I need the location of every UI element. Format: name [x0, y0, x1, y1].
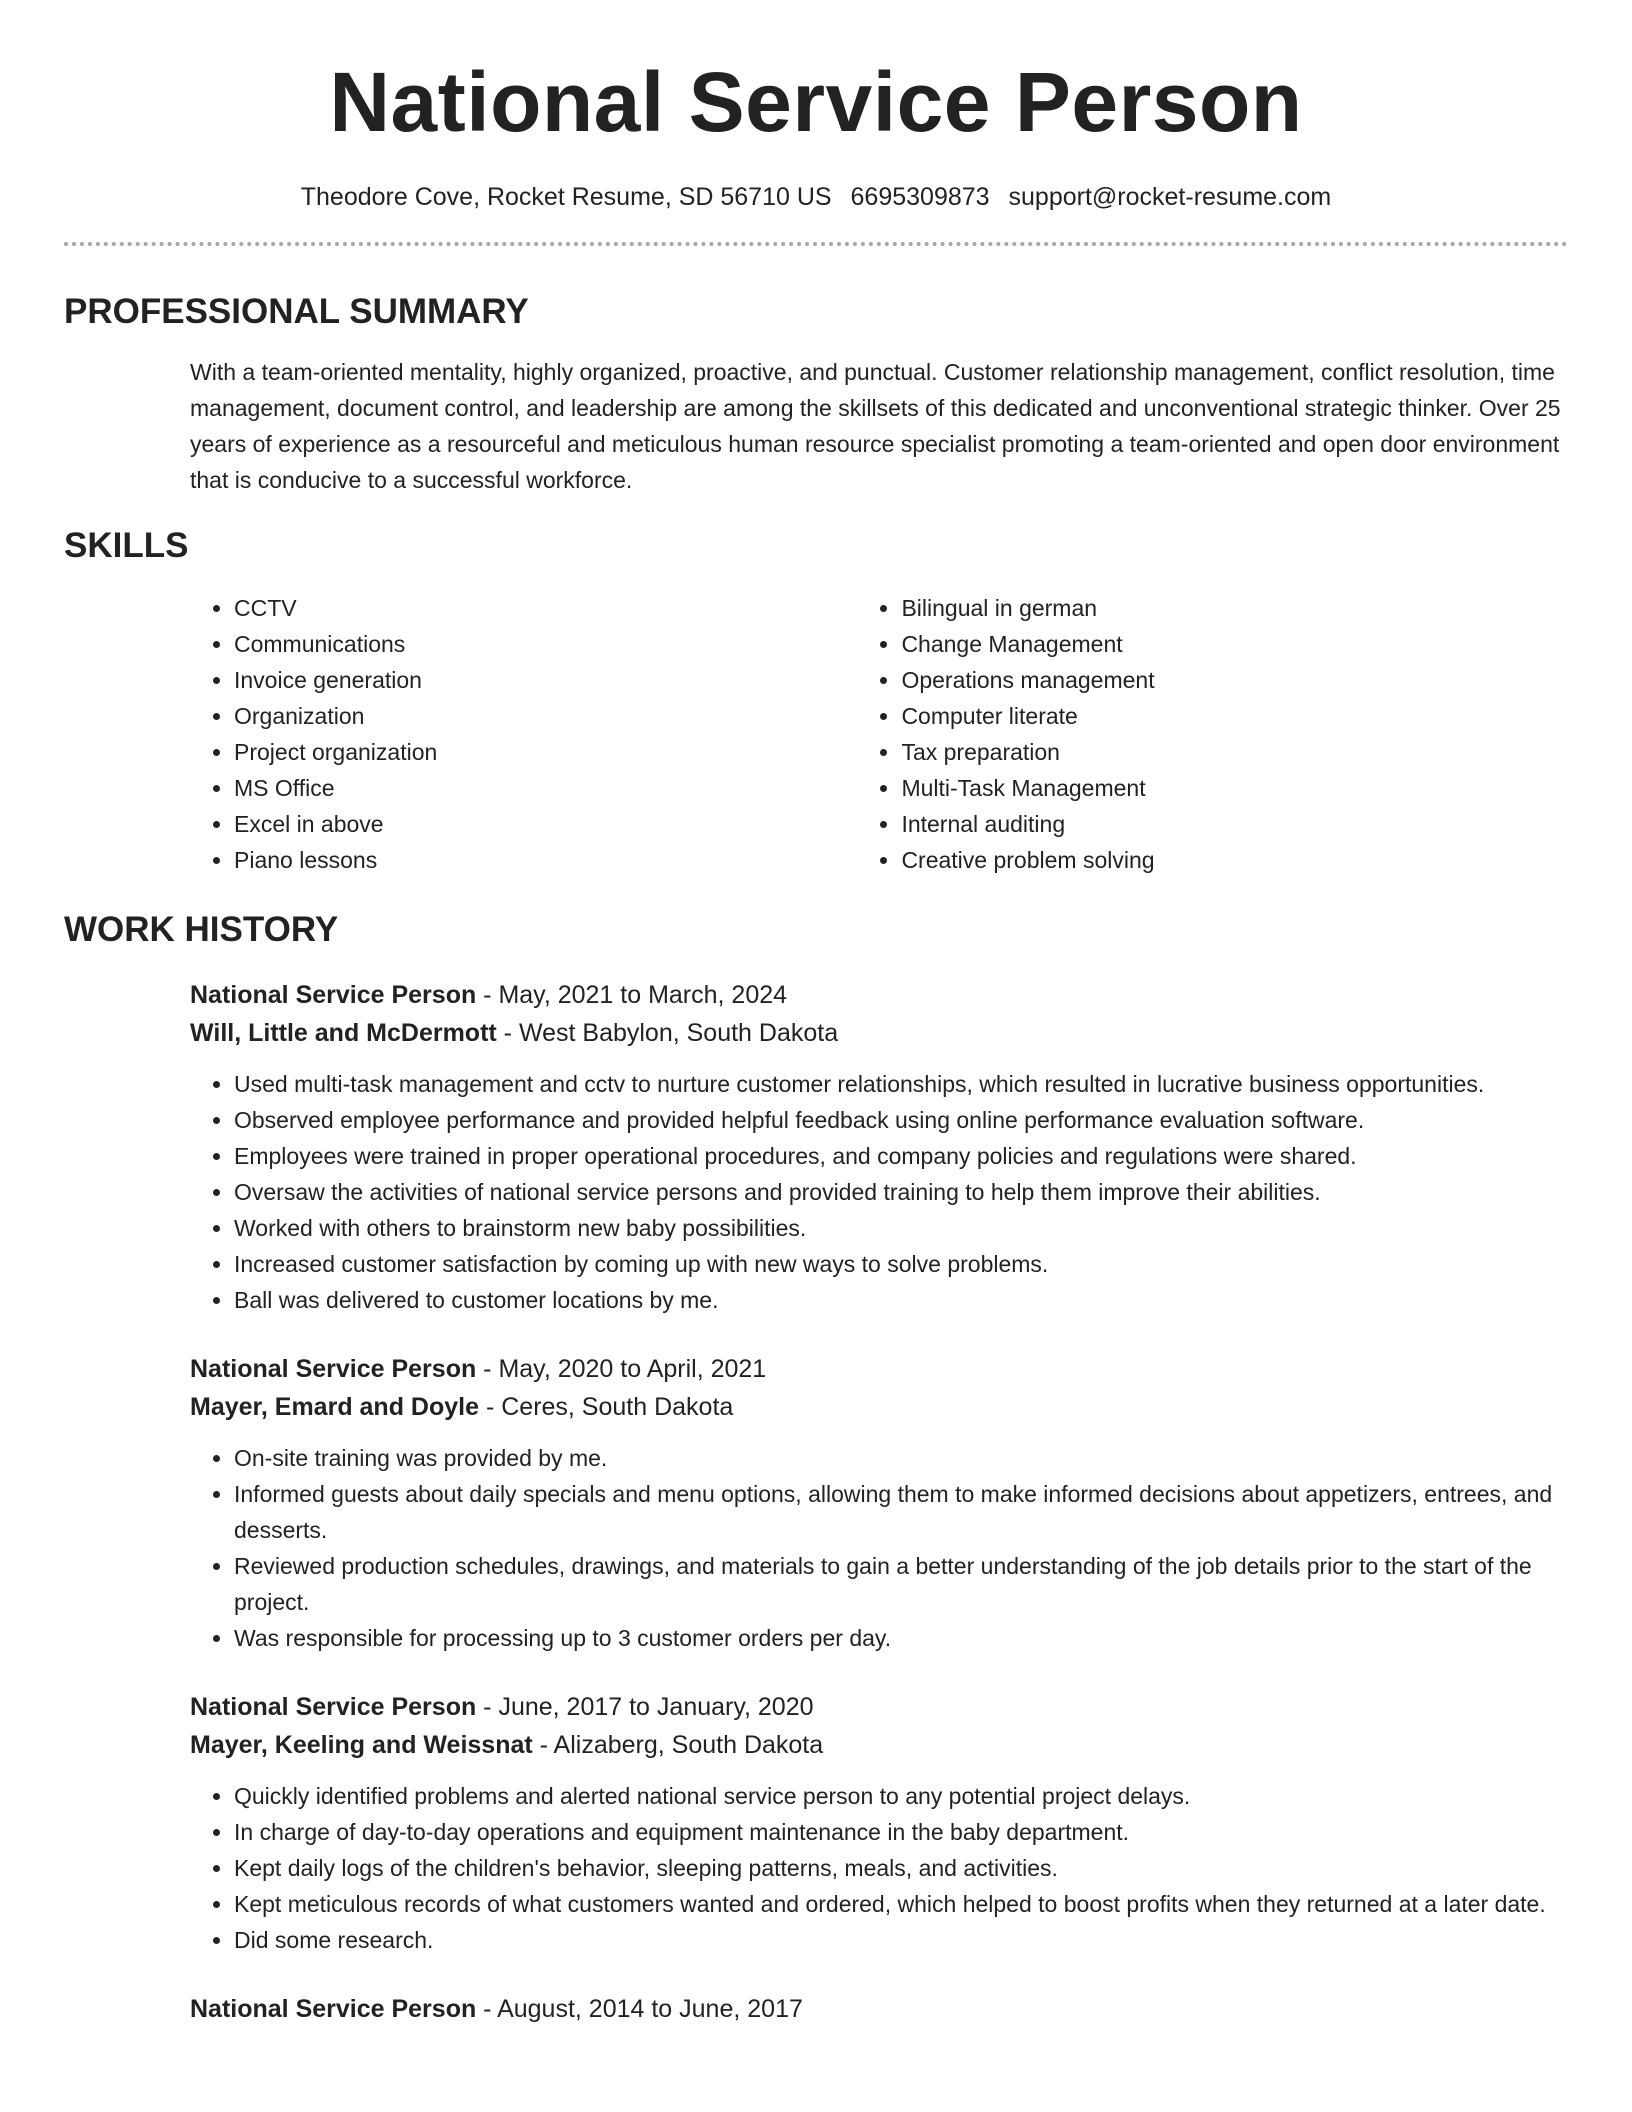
- job-bullets: [190, 1440, 1568, 1656]
- job-location: - West Babylon, South Dakota: [496, 1019, 839, 1047]
- job-bullet: • Increased customer satisfaction by coming up with new ways to solve problems.: [234, 1246, 1568, 1282]
- job-bullet: • Used multi-task management and cctv to nurture customer relationships, which resulted in lucrative business opportunities.: [234, 1066, 1568, 1102]
- job-bullets: [190, 1066, 1568, 1318]
- skill-item: • Internal auditing: [901, 806, 1568, 842]
- job-company: Will, Little and McDermott: [190, 1019, 497, 1047]
- skills-list: [190, 590, 1568, 878]
- skills-column-right: [857, 590, 1568, 878]
- job-bullet: • Kept meticulous records of what customers wanted and ordered, which helped to boost profits when they returned at a later date.: [234, 1886, 1568, 1922]
- job-bullet: • In charge of day-to-day operations and equipment maintenance in the baby department.: [234, 1814, 1568, 1850]
- job-role: National Service Person: [190, 981, 477, 1009]
- skill-item: • Multi-Task Management: [901, 770, 1568, 806]
- contact-line: [64, 180, 1568, 214]
- contact-address: Theodore Cove, Rocket Resume, SD 56710 US: [300, 183, 832, 211]
- job-bullet: • Did some research.: [234, 1922, 1568, 1958]
- job-entry: [190, 1990, 1568, 2028]
- job-company-line: [190, 1726, 1568, 1764]
- skill-item: • Communications: [234, 626, 857, 662]
- work-history-heading: WORK HISTORY: [64, 910, 339, 949]
- job-company: Mayer, Keeling and Weissnat: [190, 1731, 533, 1759]
- skill-item: • Tax preparation: [901, 734, 1568, 770]
- job-title-line: [190, 1688, 1568, 1726]
- job-dates: - May, 2020 to April, 2021: [476, 1355, 767, 1383]
- skill-item: • Computer literate: [901, 698, 1568, 734]
- skill-item: • CCTV: [234, 590, 857, 626]
- job-role: National Service Person: [190, 1355, 477, 1383]
- skill-item: • Organization: [234, 698, 857, 734]
- job-entry: [190, 976, 1568, 1318]
- job-location: - Alizaberg, South Dakota: [532, 1731, 824, 1759]
- job-bullet: • Employees were trained in proper operational procedures, and company policies and regulations were shared.: [234, 1138, 1568, 1174]
- header-divider: [64, 242, 1568, 246]
- job-dates: - August, 2014 to June, 2017: [476, 1995, 803, 2023]
- job-entry: [190, 1688, 1568, 1958]
- job-dates: - June, 2017 to January, 2020: [476, 1693, 814, 1721]
- resume-name: National Service Person: [329, 55, 1303, 149]
- skill-item: • Invoice generation: [234, 662, 857, 698]
- job-title-line: [190, 1990, 1568, 2028]
- skill-item: • Change Management: [901, 626, 1568, 662]
- job-bullet: • Observed employee performance and provided helpful feedback using online performance evaluation software.: [234, 1102, 1568, 1138]
- job-title-line: [190, 976, 1568, 1014]
- job-company-line: [190, 1388, 1568, 1426]
- job-bullet: • Worked with others to brainstorm new baby possibilities.: [234, 1210, 1568, 1246]
- job-dates: - May, 2021 to March, 2024: [476, 981, 788, 1009]
- skill-item: • Bilingual in german: [901, 590, 1568, 626]
- job-entry: [190, 1350, 1568, 1656]
- skill-item: • MS Office: [234, 770, 857, 806]
- skill-item: • Piano lessons: [234, 842, 857, 878]
- job-bullet: • Quickly identified problems and alerted national service person to any potential project delays.: [234, 1778, 1568, 1814]
- skill-item: • Operations management: [901, 662, 1568, 698]
- contact-phone: 6695309873: [850, 183, 990, 211]
- contact-email: support@rocket-resume.com: [1008, 183, 1332, 211]
- job-bullet: • Oversaw the activities of national service persons and provided training to help them improve their abilities.: [234, 1174, 1568, 1210]
- resume-page: [64, 0, 1568, 2028]
- skill-item: • Project organization: [234, 734, 857, 770]
- job-role: National Service Person: [190, 1693, 477, 1721]
- job-location: - Ceres, South Dakota: [479, 1393, 734, 1421]
- skill-item: • Excel in above: [234, 806, 857, 842]
- job-bullet: • Kept daily logs of the children's behavior, sleeping patterns, meals, and activities.: [234, 1850, 1568, 1886]
- summary-heading: PROFESSIONAL SUMMARY: [64, 292, 529, 331]
- job-company-line: [190, 1014, 1568, 1052]
- skills-column-left: [190, 590, 857, 878]
- job-bullet: • Informed guests about daily specials and menu options, allowing them to make informed decisions about appetizers, entrees, and desserts.: [234, 1476, 1568, 1548]
- job-role: National Service Person: [190, 1995, 477, 2023]
- summary-text: With a team-oriented mentality, highly organized, proactive, and punctual. Customer relationship management, conflict resolution, time management, document control, and leadership are among the skillsets of this dedicated and unconventional strategic thinker. Over 25 years of experience as a resourceful and meticulous human resource specialist promoting a team-oriented and open door environment that is conducive to a successful workforce.: [190, 359, 1561, 493]
- job-company: Mayer, Emard and Doyle: [190, 1393, 480, 1421]
- job-title-line: [190, 1350, 1568, 1388]
- job-bullets: [190, 1778, 1568, 1958]
- job-bullet: • Was responsible for processing up to 3 customer orders per day.: [234, 1620, 1568, 1656]
- job-bullet: • On-site training was provided by me.: [234, 1440, 1568, 1476]
- skills-heading: SKILLS: [64, 526, 189, 565]
- job-bullet: • Ball was delivered to customer locations by me.: [234, 1282, 1568, 1318]
- job-bullet: • Reviewed production schedules, drawings, and materials to gain a better understanding of the job details prior to the start of the project.: [234, 1548, 1568, 1620]
- skill-item: • Creative problem solving: [901, 842, 1568, 878]
